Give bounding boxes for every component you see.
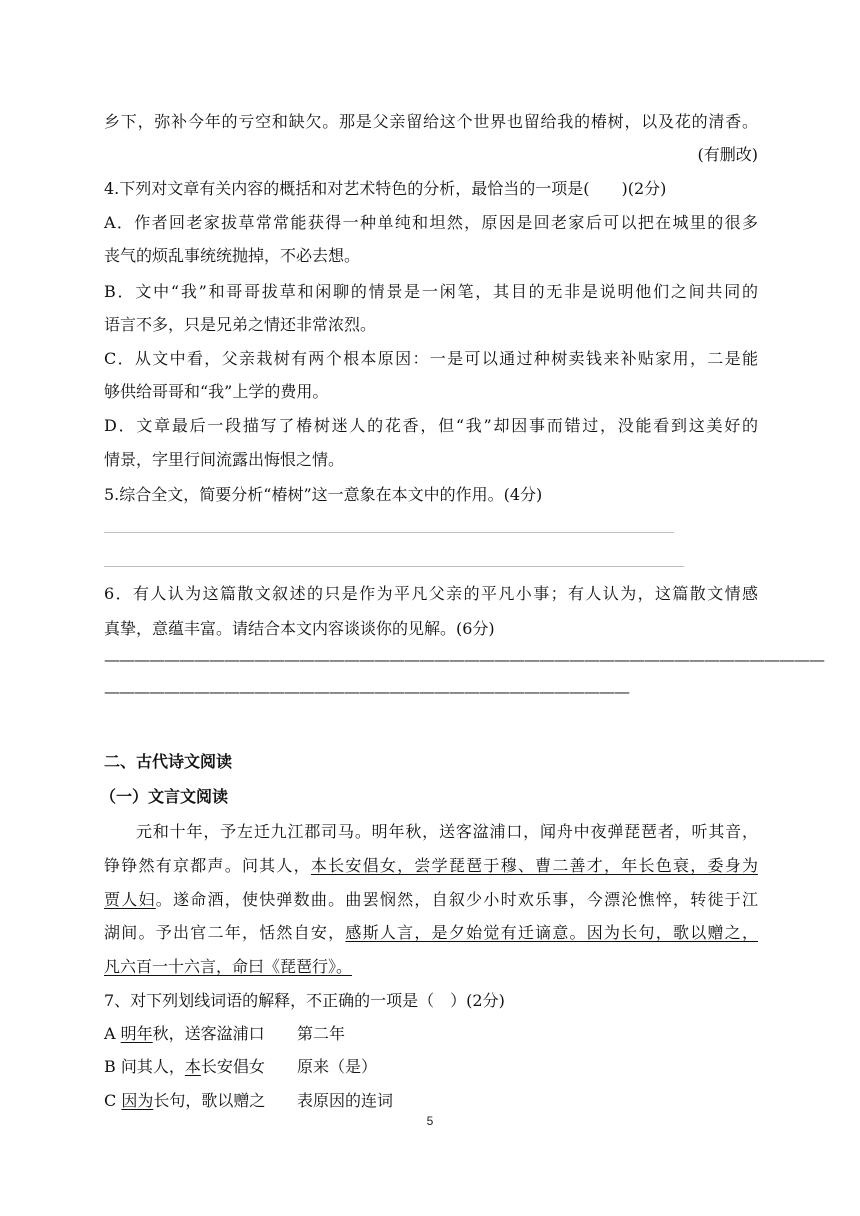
question-4-option-d-line1: D．文章最后一段描写了椿树迷人的花香，但“我”却因事而错过，没能看到这美好的 [104,416,758,435]
question-6-stem-line2: 真挚，意蕴丰富。请结合本文内容谈谈你的见解。(6分) [104,619,495,638]
passage-text: 铮铮然有京都声。问其人， [104,856,311,875]
classical-passage-line4 [104,923,758,943]
option-text: 长安倡女 [200,1057,265,1076]
question-4-stem: 4.下列对文章有关内容的概括和对艺术特色的分析，最恰当的一项是( )(2分) [104,179,667,198]
question-4-option-a-line2: 丧气的烦乱事统统抛掉，不必去想。 [104,246,361,265]
underlined-passage-text: 感斯人言，是夕始觉有迁谪意。因为长句，歌以赠之， [345,923,758,942]
question-7-option-a-gloss: 第二年 [297,1024,346,1043]
question-6-stem-line1: 6．有人认为这篇散文叙述的只是作为平凡父亲的平凡小事；有人认为，这篇散文情感 [104,584,758,603]
source-note: (有删改) [697,145,758,164]
classical-passage-line1: 元和十年，予左迁九江郡司马。明年秋，送客湓浦口，闻舟中夜弹琵琶者，听其音， [136,822,758,841]
passage-end-line: 乡下，弥补今年的亏空和缺欠。那是父亲留给这个世界也留给我的椿树，以及花的清香。 [104,112,758,131]
underlined-term: 明年 [120,1024,153,1043]
question-4-option-b-line2: 语言不多，只是兄弟之情还非常浓烈。 [104,315,377,334]
classical-passage-line3 [104,890,758,910]
underlined-passage-text: 凡六百一十六言，命曰《琵琶行》。 [104,957,353,976]
option-label: B 问其人， [104,1057,185,1076]
question-4-option-d-line2: 情景，字里行间流露出悔恨之情。 [104,450,345,469]
question-7-stem: 7、对下列划线词语的解释，不正确的一项是（ ）(2分) [104,991,505,1010]
question-4-option-c-line1: C．从文中看，父亲栽树有两个根本原因：一是可以通过种树卖钱来补贴家用，二是能 [104,349,758,368]
option-text: 秋，送客湓浦口 [152,1024,265,1043]
question-4-option-b-line1: B．文中“我”和哥哥拔草和闲聊的情景是一闲笔，其目的无非是说明他们之间共同的 [104,282,758,301]
classical-passage-line2 [104,856,758,876]
passage-text: 。遂命酒，使快弹数曲。曲罢悯然，自叙少小时欢乐事，今漂沦憔悴，转徙于江 [155,890,758,909]
classical-passage-line5 [104,957,758,977]
question-7-option-a [104,1024,294,1044]
underlined-term: 本 [184,1057,201,1076]
underlined-term: 因为 [121,1091,154,1110]
option-text: 长句，歌以赠之 [153,1091,266,1110]
subsection-heading: （一）文言文阅读 [100,787,229,806]
passage-text: 湖间。予出官二年，恬然自安， [104,923,346,942]
answer-line[interactable]: ——————————————————————————————————— [104,682,629,701]
question-5-stem: 5.综合全文，简要分析“椿树”这一意象在本文中的作用。(4分) [104,485,543,504]
question-4-option-c-line2: 够供给哥哥和“我”上学的费用。 [104,382,329,401]
answer-line[interactable] [104,566,684,567]
underlined-passage-text: 本长安倡女，尝学琵琶于穆、曹二善才，年长色衰，委身为 [310,856,758,875]
question-7-option-b [104,1057,294,1077]
question-7-option-c [104,1091,294,1111]
section-heading: 二、古代诗文阅读 [104,752,233,771]
question-4-option-a-line1: A．作者回老家拔草常常能获得一种单纯和坦然，原因是回老家后可以把在城里的很多 [104,213,758,232]
question-7-option-b-gloss: 原来（是） [297,1057,378,1076]
question-7-option-c-gloss: 表原因的连词 [297,1091,394,1110]
answer-line[interactable]: ———————————————————————————————————————————————— [104,650,824,669]
underlined-passage-text: 贾人妇 [104,890,156,909]
answer-line[interactable] [104,532,674,533]
page-number: 5 [426,1114,434,1128]
option-label: A [104,1024,121,1043]
option-label: C [104,1091,122,1110]
